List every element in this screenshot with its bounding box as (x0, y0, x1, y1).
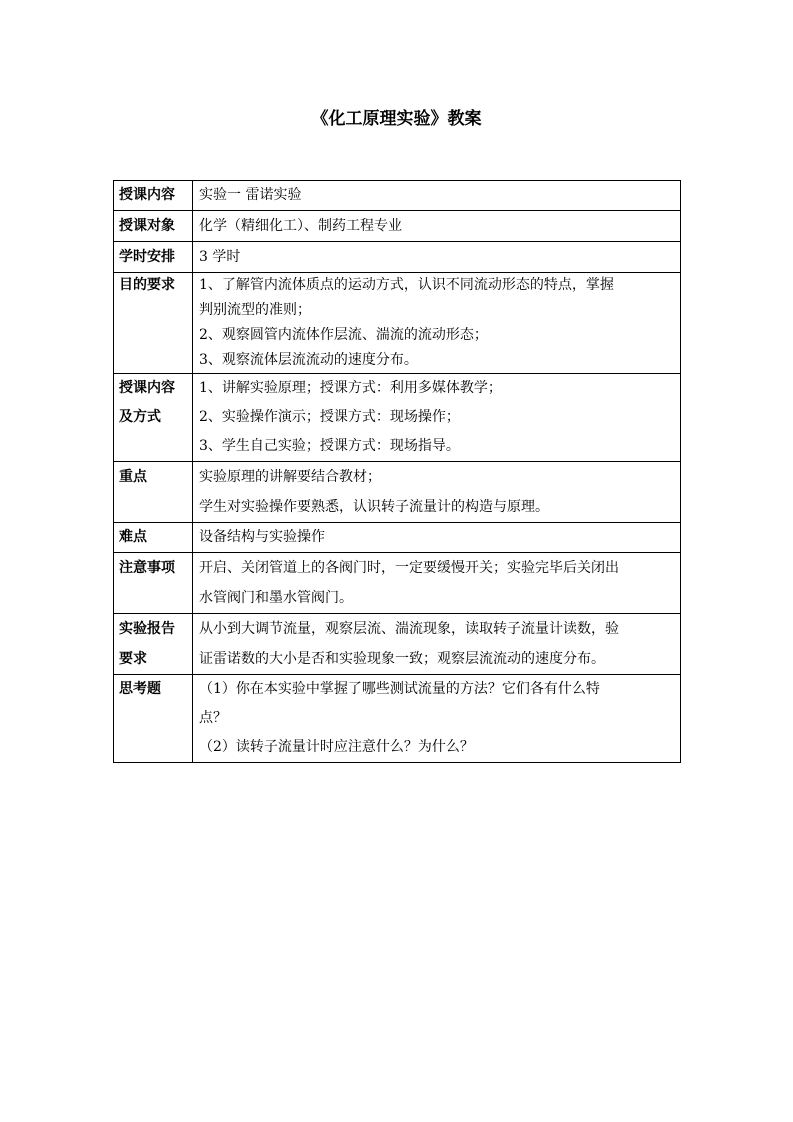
row-label (114, 211, 193, 242)
table-row (114, 553, 681, 614)
row-label-line: 及方式 (119, 409, 161, 425)
row-label-line: 思考题 (119, 681, 161, 697)
row-content-line: 证雷诺数的大小是否和实验现象一致；观察层流流动的速度分布。 (199, 651, 605, 667)
row-label (114, 273, 193, 374)
document-title: 《化工原理实验》教案 (311, 109, 482, 129)
row-content-line: 水管阀门和墨水管阀门。 (199, 590, 353, 606)
row-content (193, 462, 681, 523)
row-content (193, 374, 681, 462)
row-label (114, 614, 193, 675)
row-label-line: 授课对象 (119, 218, 175, 234)
row-content (193, 614, 681, 675)
row-content-line: 开启、关闭管道上的各阀门时，一定要缓慢开关；实验完毕后关闭出 (199, 560, 619, 576)
row-label (114, 181, 193, 211)
row-content (193, 273, 681, 374)
row-content (193, 523, 681, 553)
row-label (114, 553, 193, 614)
row-content-line: 实验一 雷诺实验 (199, 187, 302, 203)
row-label (114, 675, 193, 763)
row-label-line: 难点 (119, 529, 147, 545)
row-content-line: 判别流型的准则； (199, 302, 311, 318)
row-label-line: 学时安排 (119, 249, 175, 265)
row-content-line: （2）读转子流量计时应注意什么？为什么？ (199, 739, 474, 755)
row-content-line: 学生对实验操作要熟悉，认识转子流量计的构造与原理。 (199, 499, 549, 515)
row-content-line: 点？ (199, 710, 227, 726)
row-label (114, 462, 193, 523)
row-content-line: 3、观察流体层流流动的速度分布。 (199, 352, 418, 368)
table-row (114, 462, 681, 523)
table-row (114, 675, 681, 763)
row-content-line: 设备结构与实验操作 (199, 529, 325, 545)
row-content-line: （1）你在本实验中掌握了哪些测试流量的方法？它们各有什么特 (199, 681, 600, 697)
table-row (114, 273, 681, 374)
table-row (114, 242, 681, 273)
row-content-line: 1、讲解实验原理；授课方式：利用多媒体教学； (199, 380, 502, 396)
row-content (193, 675, 681, 763)
row-label-line: 授课内容 (119, 187, 175, 203)
row-content (193, 181, 681, 211)
row-label-line: 授课内容 (119, 380, 175, 396)
row-content-line: 化学（精细化工）、制药工程专业 (199, 218, 402, 234)
row-content-line: 1、了解管内流体质点的运动方式，认识不同流动形态的特点，掌握 (199, 277, 614, 293)
table-row (114, 523, 681, 553)
table-row (114, 614, 681, 675)
row-content (193, 242, 681, 273)
row-content (193, 553, 681, 614)
row-content-line: 3 学时 (199, 249, 241, 265)
row-content-line: 2、实验操作演示；授课方式：现场操作； (199, 409, 460, 425)
row-label-line: 要求 (119, 651, 147, 667)
table-row (114, 181, 681, 211)
table-row (114, 374, 681, 462)
table-row (114, 211, 681, 242)
row-label-line: 实验报告 (119, 621, 175, 637)
row-content-line: 3、学生自己实验；授课方式：现场指导。 (199, 438, 460, 454)
row-label-line: 重点 (119, 469, 147, 485)
row-content-line: 从小到大调节流量，观察层流、湍流现象，读取转子流量计读数，验 (199, 621, 619, 637)
row-label (114, 374, 193, 462)
row-content-line: 实验原理的讲解要结合教材； (199, 469, 381, 485)
row-content (193, 211, 681, 242)
lesson-plan-table (113, 180, 681, 763)
row-label-line: 目的要求 (119, 277, 175, 293)
row-label-line: 注意事项 (119, 560, 175, 576)
row-content-line: 2、观察圆管内流体作层流、湍流的流动形态； (199, 327, 488, 343)
row-label (114, 523, 193, 553)
row-label (114, 242, 193, 273)
